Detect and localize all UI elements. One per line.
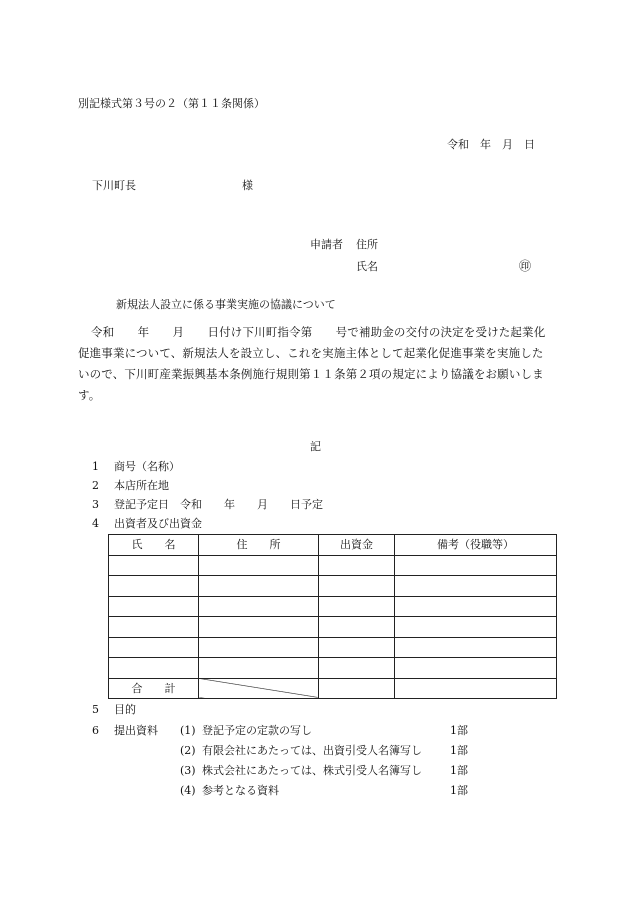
table-cell — [109, 576, 199, 597]
doc-text: 有限会社にあたっては、出資引受人名簿写し — [202, 744, 422, 757]
investor-table — [108, 534, 557, 699]
document-title: 新規法人設立に係る事業実施の協議について — [116, 298, 336, 311]
table-cell — [199, 576, 319, 597]
col-header-investment: 出資金 — [319, 535, 395, 556]
table-row — [109, 637, 557, 658]
doc-text: 株式会社にあたっては、株式引受人名簿写し — [202, 764, 422, 777]
table-row — [109, 555, 557, 576]
table-row — [109, 576, 557, 597]
table-cell — [395, 596, 557, 617]
table-cell — [199, 637, 319, 658]
doc-count: 1部 — [450, 764, 468, 777]
item-text: 本店所在地 — [114, 479, 169, 492]
diagonal-slash-cell — [199, 678, 319, 699]
table-cell — [319, 637, 395, 658]
table-cell — [199, 658, 319, 679]
table-cell — [319, 576, 395, 597]
table-cell — [199, 617, 319, 638]
table-cell — [199, 596, 319, 617]
seal-mark: ㊞ — [519, 259, 532, 273]
table-cell — [109, 555, 199, 576]
item-text: 目的 — [114, 703, 136, 716]
table-cell — [109, 637, 199, 658]
table-cell — [395, 576, 557, 597]
table-cell — [319, 596, 395, 617]
applicant-address-label: 住所 — [356, 238, 378, 251]
item-text: 出資者及び出資金 — [114, 517, 202, 530]
item-number: 2 — [92, 479, 99, 492]
table-row — [109, 617, 557, 638]
table-row — [109, 658, 557, 679]
item-number: 6 — [92, 724, 99, 737]
doc-count: 1部 — [450, 724, 468, 737]
col-header-address: 住 所 — [199, 535, 319, 556]
item-text: 登記予定日 令和 年 月 日予定 — [114, 498, 323, 511]
doc-number: (1) — [180, 724, 196, 737]
table-cell — [319, 555, 395, 576]
applicant-label: 申請者 — [310, 238, 343, 251]
doc-number: (3) — [180, 764, 196, 777]
date-line: 令和 年 月 日 — [447, 138, 535, 151]
table-total-row — [109, 678, 557, 699]
table-cell — [319, 678, 395, 699]
item-number: 1 — [92, 460, 99, 473]
item-number: 4 — [92, 517, 99, 530]
total-label: 合 計 — [109, 678, 199, 699]
table-cell — [395, 555, 557, 576]
ki-heading: 記 — [310, 440, 321, 453]
table-cell — [395, 658, 557, 679]
doc-number: (4) — [180, 784, 196, 797]
table-row — [109, 596, 557, 617]
table-cell — [395, 617, 557, 638]
table-header-row — [109, 535, 557, 556]
col-header-remarks: 備考（役職等） — [395, 535, 557, 556]
table-cell — [109, 596, 199, 617]
table-cell — [199, 555, 319, 576]
doc-text: 参考となる資料 — [202, 784, 279, 797]
applicant-name-label: 氏名 — [356, 260, 378, 273]
doc-count: 1部 — [450, 744, 468, 757]
form-id: 別記様式第３号の２（第１１条関係） — [78, 97, 265, 110]
table-cell — [395, 637, 557, 658]
addressee-honorific: 様 — [242, 179, 253, 192]
body-paragraph: 令和 年 月 日付け下川町指令第 号で補助金の交付の決定を受けた起業化促進事業について、新規法人を設立し、これを実施主体として起業化促進事業を実施したいので、下川町産業振興基本条例施行規則第１１条第２項の規定により協議をお願いします。 — [78, 325, 546, 402]
table-cell — [395, 678, 557, 699]
addressee-name: 下川町長 — [92, 179, 136, 192]
item-text: 提出資料 — [114, 724, 158, 737]
item-number: 5 — [92, 703, 99, 716]
item-text: 商号（名称） — [114, 460, 180, 473]
doc-count: 1部 — [450, 784, 468, 797]
item-number: 3 — [92, 498, 99, 511]
col-header-name: 氏 名 — [109, 535, 199, 556]
table-cell — [109, 617, 199, 638]
table-cell — [319, 617, 395, 638]
doc-text: 登記予定の定款の写し — [202, 724, 312, 737]
table-cell — [109, 658, 199, 679]
table-cell — [319, 658, 395, 679]
doc-number: (2) — [180, 744, 196, 757]
